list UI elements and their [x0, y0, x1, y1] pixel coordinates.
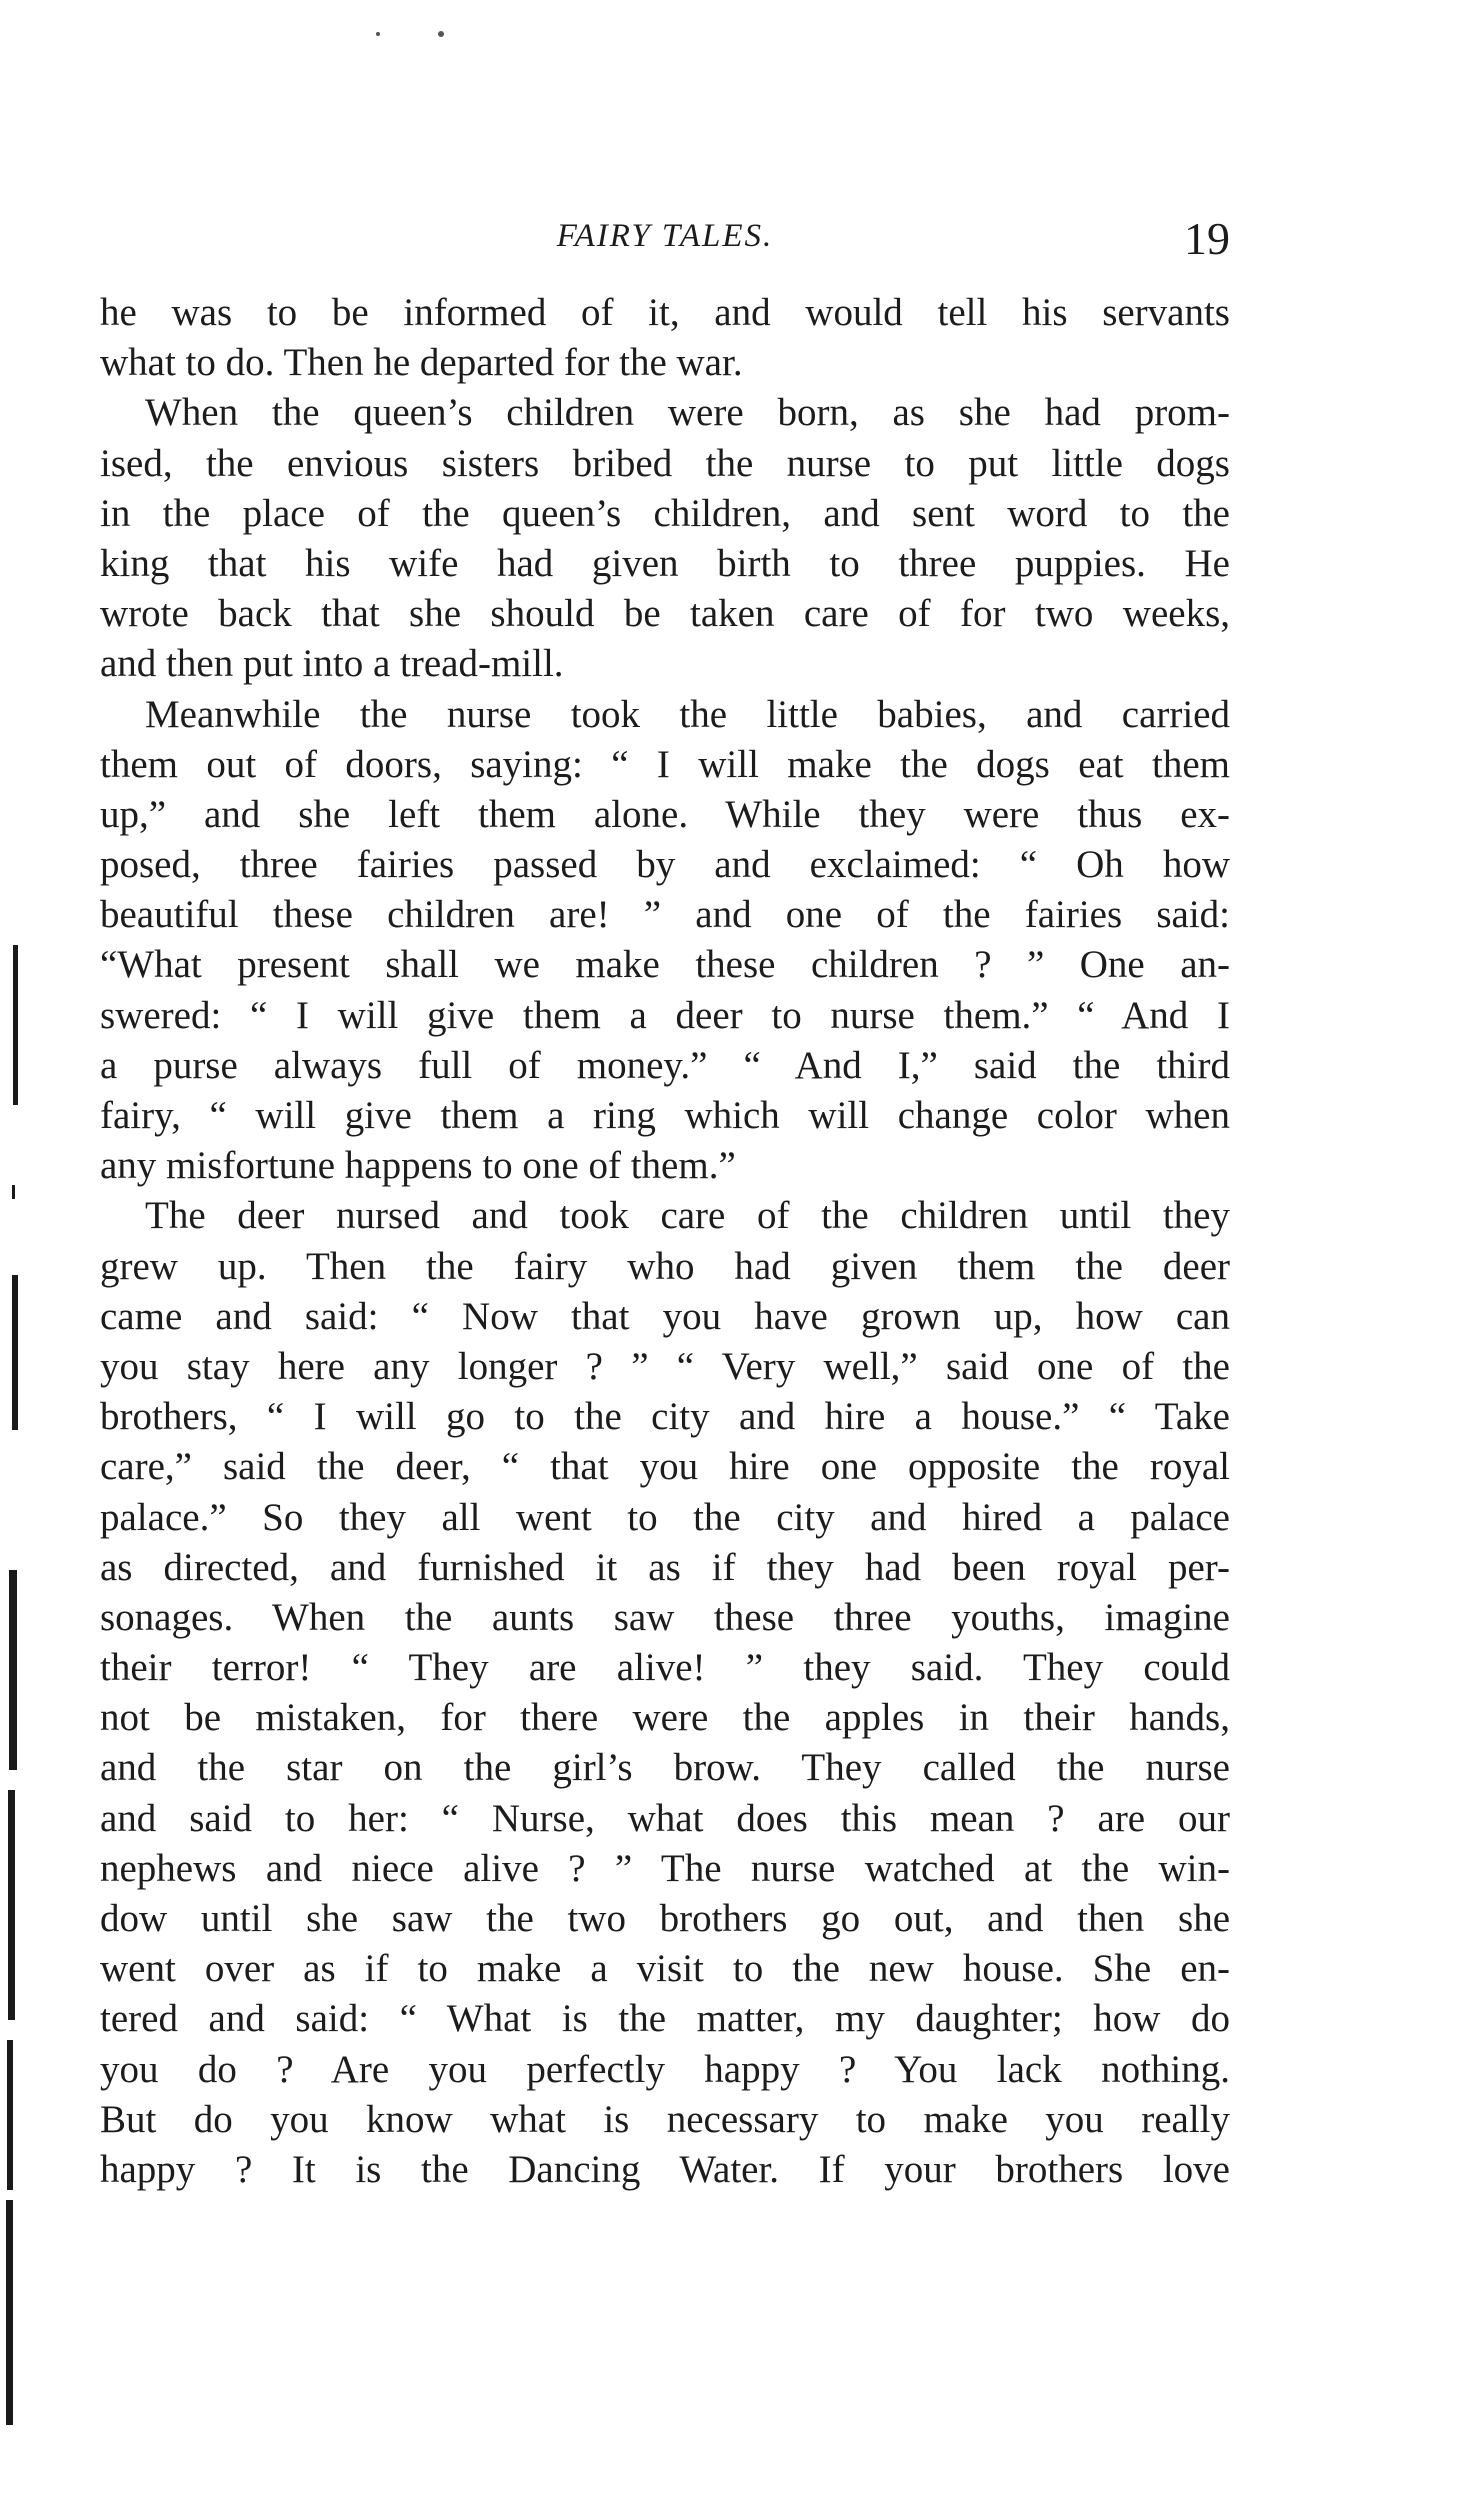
text-line: sonages. When the aunts saw these three youths, imagine	[100, 1595, 1230, 1639]
text-line: nephews and niece alive ? ” The nurse watched at the win-	[100, 1846, 1230, 1890]
scan-margin-mark	[12, 1275, 18, 1430]
text-line: you stay here any longer ? ” “ Very well,” said one of the	[100, 1344, 1230, 1388]
text-line: and the star on the girl’s brow. They called the nurse	[100, 1746, 1230, 1790]
text-line: wrote back that she should be taken care of for two weeks,	[100, 592, 1230, 636]
text-line: a purse always full of money.” “ And I,” said the third	[100, 1043, 1230, 1087]
text-line: came and said: “ Now that you have grown up, how can	[100, 1294, 1230, 1338]
text-line: swered: “ I will give them a deer to nurse them.” “ And I	[100, 993, 1230, 1037]
text-line: he was to be informed of it, and would tell his servants	[100, 291, 1230, 334]
text-line: palace.” So they all went to the city and hired a palace	[100, 1495, 1230, 1539]
scan-margin-mark	[9, 1570, 17, 1770]
scan-margin-mark	[6, 2200, 13, 2425]
paragraph	[100, 1191, 1230, 2195]
scan-margin-mark	[12, 1185, 15, 1199]
ink-speck	[438, 31, 444, 37]
text-line: as directed, and furnished it as if they had been royal per-	[100, 1545, 1230, 1589]
text-line: went over as if to make a visit to the new house. She en-	[100, 1947, 1230, 1991]
text-line: “What present shall we make these children ? ” One an-	[100, 943, 1230, 987]
text-line: ised, the envious sisters bribed the nurse to put little dogs	[100, 441, 1230, 485]
running-title: FAIRY TALES.	[556, 218, 774, 254]
scan-margin-mark	[13, 945, 18, 1105]
text-line: fairy, “ will give them a ring which will change color when	[100, 1094, 1230, 1137]
text-line: what to do. Then he departed for the war.	[100, 341, 743, 385]
scan-margin-mark	[8, 1790, 15, 2020]
text-line: tered and said: “ What is the matter, my daughter; how do	[100, 1997, 1230, 2041]
text-line: posed, three fairies passed by and exclaimed: “ Oh how	[100, 843, 1230, 887]
text-line: beautiful these children are! ” and one of the fairies said:	[100, 893, 1230, 937]
text-line: not be mistaken, for there were the apples in their hands,	[100, 1696, 1230, 1740]
page-header	[100, 213, 1230, 268]
text-line: grew up. Then the fairy who had given them the deer	[100, 1244, 1230, 1288]
text-line: king that his wife had given birth to three puppies. He	[100, 541, 1230, 585]
text-line: The deer nursed and took care of the children until they	[145, 1194, 1230, 1238]
text-line: When the queen’s children were born, as she had prom-	[145, 391, 1230, 435]
text-line: Meanwhile the nurse took the little babies, and carried	[145, 692, 1230, 736]
body-text	[100, 288, 1230, 2195]
text-line: happy ? It is the Dancing Water. If your brothers love	[100, 2147, 1230, 2191]
text-line: any misfortune happens to one of them.”	[100, 1144, 736, 1188]
text-line: up,” and she left them alone. While they were thus ex-	[100, 792, 1230, 836]
paragraph	[100, 388, 1230, 689]
page-number: 19	[1184, 213, 1230, 264]
scan-margin-mark	[7, 2040, 13, 2190]
text-line: But do you know what is necessary to make you really	[100, 2097, 1230, 2141]
paragraph	[100, 288, 1230, 388]
text-line: brothers, “ I will go to the city and hire a house.” “ Take	[100, 1395, 1230, 1439]
text-line: dow until she saw the two brothers go out, and then she	[100, 1897, 1230, 1940]
text-line: in the place of the queen’s children, and sent word to the	[100, 491, 1230, 535]
paragraph	[100, 690, 1230, 1192]
text-line: their terror! “ They are alive! ” they said. They could	[100, 1646, 1230, 1690]
text-line: and said to her: “ Nurse, what does this mean ? are our	[100, 1796, 1230, 1840]
text-line: and then put into a tread-mill.	[100, 642, 564, 686]
text-line: care,” said the deer, “ that you hire one opposite the royal	[100, 1445, 1230, 1489]
text-line: you do ? Are you perfectly happy ? You lack nothing.	[100, 2047, 1230, 2091]
text-line: them out of doors, saying: “ I will make the dogs eat them	[100, 742, 1230, 786]
ink-speck	[376, 32, 380, 36]
